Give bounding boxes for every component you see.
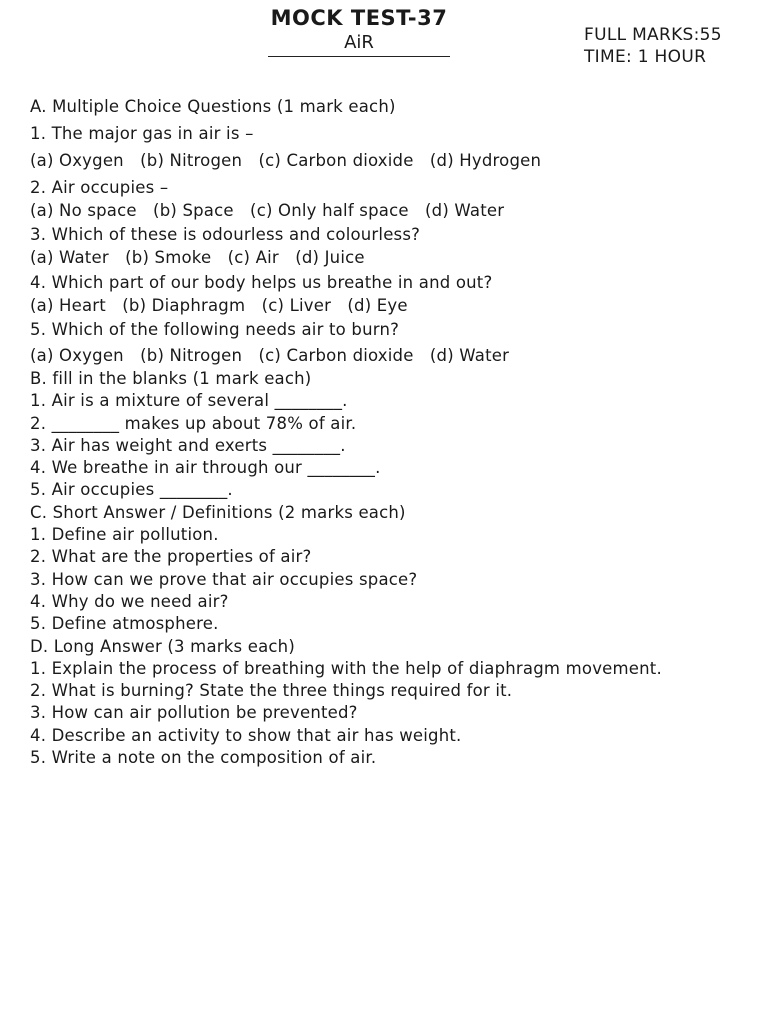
question-line: 4. We breathe in air through our ________. <box>30 458 381 478</box>
question-line: 4. Which part of our body helps us breathe in and out? <box>30 272 493 292</box>
question-line: 1. The major gas in air is – <box>30 124 254 143</box>
question-line: 2. Air occupies – <box>30 177 169 197</box>
time-limit: TIME: 1 HOUR <box>584 47 707 67</box>
options-line: (a) Water (b) Smoke (c) Air (d) Juice <box>30 248 365 268</box>
question-content <box>30 93 750 769</box>
question-line: 5. Define atmosphere. <box>30 614 219 634</box>
question-line: 4. Describe an activity to show that air has weight. <box>30 725 462 745</box>
question-line: 5. Which of the following needs air to burn? <box>30 320 400 340</box>
question-line: 3. Air has weight and exerts ________. <box>30 435 346 455</box>
options-line: (a) Oxygen (b) Nitrogen (c) Carbon dioxide (d) Water <box>30 345 510 365</box>
subject-title: AiR <box>268 32 450 57</box>
options-line: (a) Heart (b) Diaphragm (c) Liver (d) Eye <box>30 296 408 316</box>
question-line: 3. How can we prove that air occupies space? <box>30 569 418 589</box>
section-heading: D. Long Answer (3 marks each) <box>30 636 295 656</box>
question-line: 2. ________ makes up about 78% of air. <box>30 413 357 433</box>
options-line: (a) No space (b) Space (c) Only half space (d) Water <box>30 200 505 220</box>
question-line: 5. Air occupies ________. <box>30 480 233 500</box>
section-heading: B. fill in the blanks (1 mark each) <box>30 368 312 388</box>
question-line: 1. Explain the process of breathing with the help of diaphragm movement. <box>30 658 662 678</box>
section-heading: C. Short Answer / Definitions (2 marks each) <box>30 502 406 522</box>
question-line: 2. What is burning? State the three things required for it. <box>30 681 513 701</box>
test-title: MOCK TEST-37 <box>270 6 448 30</box>
marks-block <box>584 24 722 68</box>
section-heading: A. Multiple Choice Questions (1 mark each) <box>30 97 396 116</box>
question-line: 3. Which of these is odourless and colourless? <box>30 225 421 245</box>
question-line: 1. Air is a mixture of several ________. <box>30 391 348 411</box>
question-line: 2. What are the properties of air? <box>30 547 312 567</box>
question-line: 4. Why do we need air? <box>30 591 229 611</box>
question-line: 5. Write a note on the composition of air. <box>30 748 377 768</box>
question-line: 1. Define air pollution. <box>30 525 219 545</box>
question-line: 3. How can air pollution be prevented? <box>30 703 358 723</box>
full-marks: FULL MARKS:55 <box>584 25 722 45</box>
options-line: (a) Oxygen (b) Nitrogen (c) Carbon dioxide (d) Hydrogen <box>30 151 542 171</box>
title-block <box>268 4 450 57</box>
